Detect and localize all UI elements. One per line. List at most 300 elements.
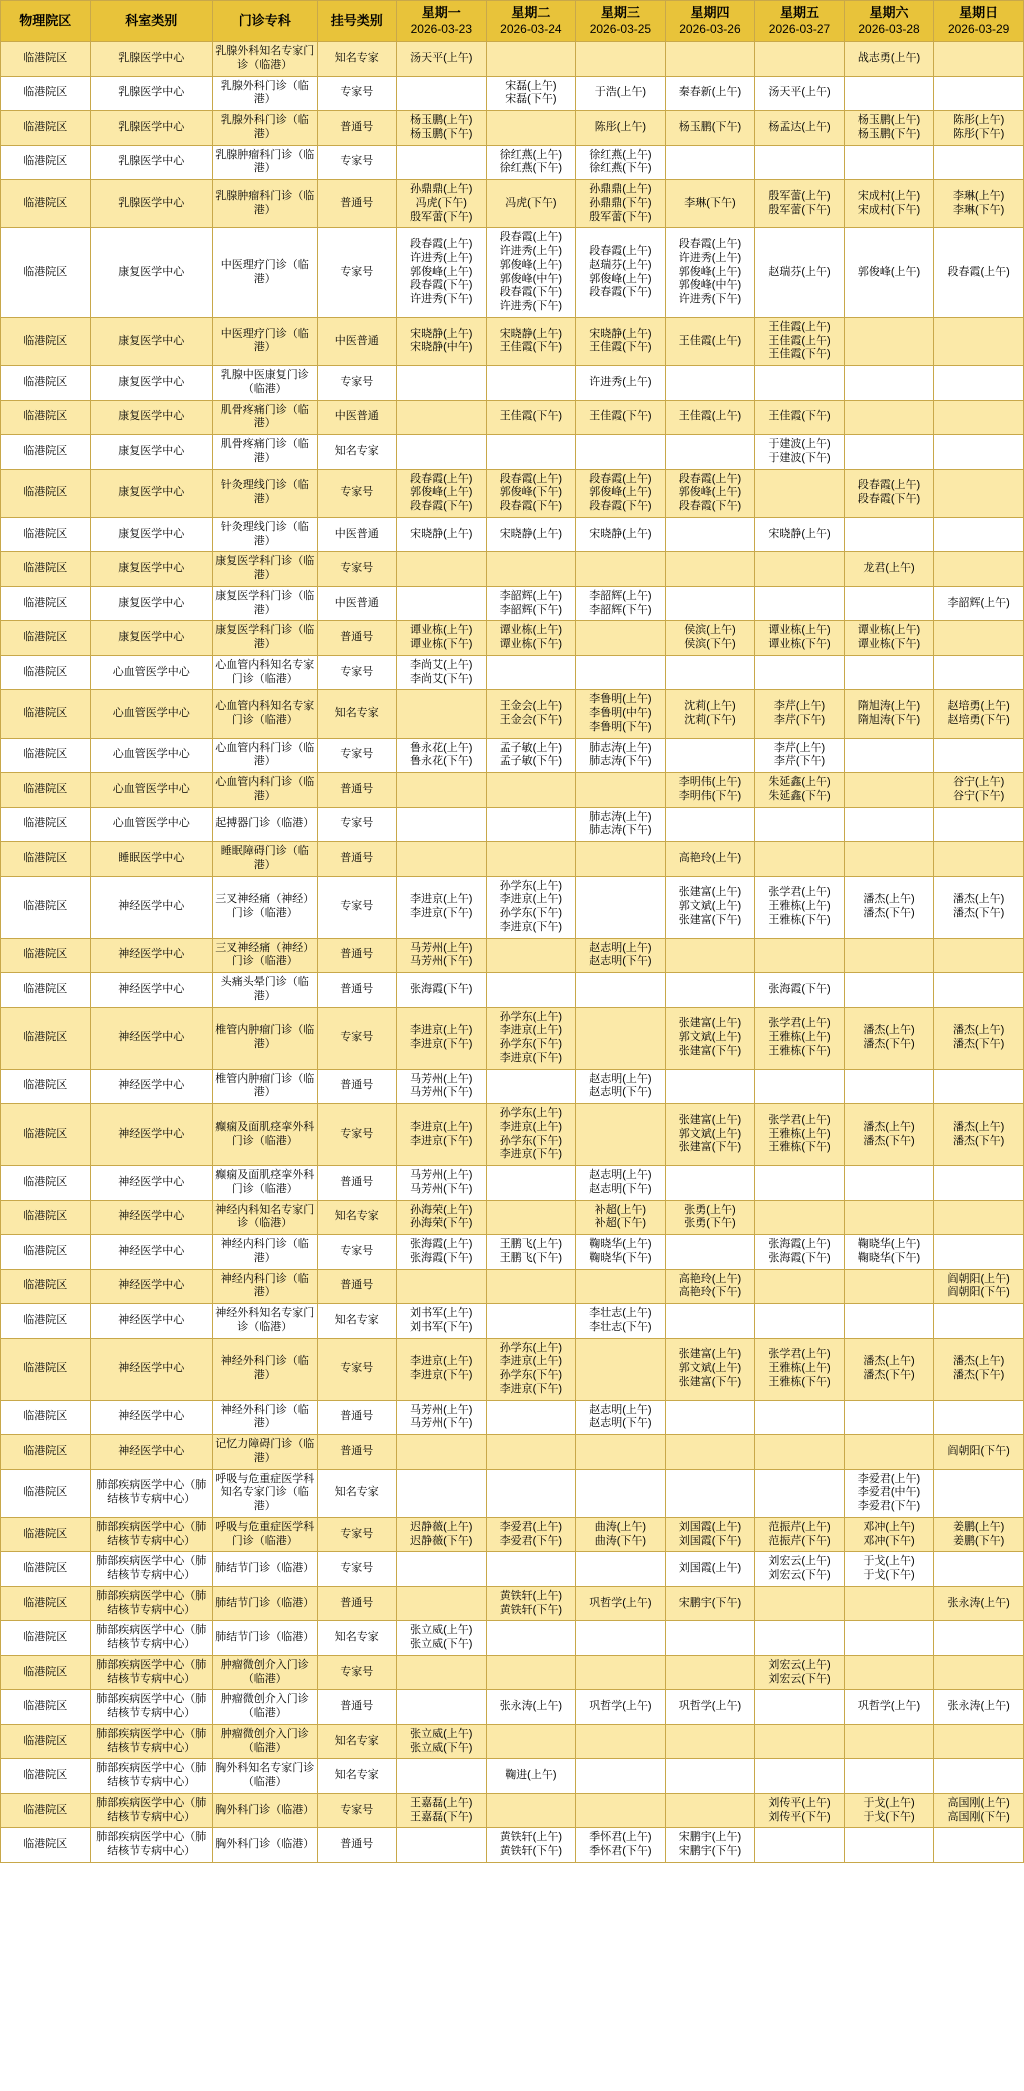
cell-schedule-day-3[interactable] — [576, 1552, 666, 1587]
cell-schedule-day-6[interactable] — [844, 1552, 934, 1587]
cell-schedule-day-1[interactable] — [397, 1104, 487, 1166]
cell-schedule-day-3[interactable] — [576, 973, 666, 1008]
cell-schedule-day-5[interactable] — [755, 1759, 845, 1794]
cell-schedule-day-6[interactable] — [844, 973, 934, 1008]
cell-schedule-day-4[interactable] — [665, 807, 755, 842]
cell-schedule-day-5[interactable] — [755, 1552, 845, 1587]
cell-schedule-day-7[interactable] — [934, 1400, 1024, 1435]
cell-schedule-day-6[interactable] — [844, 807, 934, 842]
cell-schedule-day-5[interactable] — [755, 1200, 845, 1235]
cell-schedule-day-1[interactable] — [397, 42, 487, 77]
cell-schedule-day-4[interactable] — [665, 938, 755, 973]
cell-schedule-day-5[interactable] — [755, 1304, 845, 1339]
cell-schedule-day-7[interactable] — [934, 621, 1024, 656]
cell-schedule-day-3[interactable] — [576, 1621, 666, 1656]
cell-schedule-day-6[interactable] — [844, 1069, 934, 1104]
cell-schedule-day-2[interactable] — [486, 1552, 576, 1587]
cell-schedule-day-4[interactable] — [665, 76, 755, 111]
cell-schedule-day-2[interactable] — [486, 111, 576, 146]
cell-schedule-day-6[interactable] — [844, 1469, 934, 1517]
cell-schedule-day-3[interactable] — [576, 938, 666, 973]
cell-schedule-day-2[interactable] — [486, 42, 576, 77]
cell-schedule-day-1[interactable] — [397, 1269, 487, 1304]
cell-schedule-day-2[interactable] — [486, 1104, 576, 1166]
cell-schedule-day-4[interactable] — [665, 1235, 755, 1270]
cell-schedule-day-2[interactable] — [486, 517, 576, 552]
cell-schedule-day-2[interactable] — [486, 1269, 576, 1304]
cell-schedule-day-1[interactable] — [397, 738, 487, 773]
cell-schedule-day-4[interactable] — [665, 1759, 755, 1794]
cell-schedule-day-7[interactable] — [934, 1724, 1024, 1759]
cell-schedule-day-6[interactable] — [844, 1235, 934, 1270]
cell-schedule-day-1[interactable] — [397, 469, 487, 517]
cell-schedule-day-7[interactable] — [934, 876, 1024, 938]
cell-schedule-day-5[interactable] — [755, 1400, 845, 1435]
cell-schedule-day-3[interactable] — [576, 469, 666, 517]
cell-schedule-day-2[interactable] — [486, 145, 576, 180]
cell-schedule-day-6[interactable] — [844, 1435, 934, 1470]
cell-schedule-day-2[interactable] — [486, 1200, 576, 1235]
cell-schedule-day-7[interactable] — [934, 655, 1024, 690]
cell-schedule-day-7[interactable] — [934, 1517, 1024, 1552]
cell-schedule-day-5[interactable] — [755, 517, 845, 552]
cell-schedule-day-1[interactable] — [397, 552, 487, 587]
cell-schedule-day-5[interactable] — [755, 690, 845, 738]
cell-schedule-day-3[interactable] — [576, 1793, 666, 1828]
cell-schedule-day-5[interactable] — [755, 876, 845, 938]
cell-schedule-day-7[interactable] — [934, 1104, 1024, 1166]
cell-schedule-day-2[interactable] — [486, 1655, 576, 1690]
cell-schedule-day-3[interactable] — [576, 228, 666, 318]
cell-schedule-day-4[interactable] — [665, 1007, 755, 1069]
cell-schedule-day-4[interactable] — [665, 317, 755, 365]
cell-schedule-day-4[interactable] — [665, 517, 755, 552]
cell-schedule-day-7[interactable] — [934, 1552, 1024, 1587]
cell-schedule-day-3[interactable] — [576, 1655, 666, 1690]
cell-schedule-day-5[interactable] — [755, 469, 845, 517]
cell-schedule-day-4[interactable] — [665, 469, 755, 517]
cell-schedule-day-7[interactable] — [934, 1793, 1024, 1828]
cell-schedule-day-2[interactable] — [486, 366, 576, 401]
cell-schedule-day-7[interactable] — [934, 1304, 1024, 1339]
cell-schedule-day-5[interactable] — [755, 807, 845, 842]
cell-schedule-day-5[interactable] — [755, 1104, 845, 1166]
cell-schedule-day-6[interactable] — [844, 586, 934, 621]
cell-schedule-day-4[interactable] — [665, 1621, 755, 1656]
cell-schedule-day-7[interactable] — [934, 1200, 1024, 1235]
cell-schedule-day-5[interactable] — [755, 973, 845, 1008]
cell-schedule-day-5[interactable] — [755, 1069, 845, 1104]
cell-schedule-day-6[interactable] — [844, 317, 934, 365]
cell-schedule-day-6[interactable] — [844, 435, 934, 470]
cell-schedule-day-5[interactable] — [755, 738, 845, 773]
cell-schedule-day-2[interactable] — [486, 1069, 576, 1104]
cell-schedule-day-1[interactable] — [397, 842, 487, 877]
cell-schedule-day-4[interactable] — [665, 1200, 755, 1235]
cell-schedule-day-7[interactable] — [934, 1759, 1024, 1794]
cell-schedule-day-7[interactable] — [934, 586, 1024, 621]
cell-schedule-day-4[interactable] — [665, 1269, 755, 1304]
cell-schedule-day-7[interactable] — [934, 1007, 1024, 1069]
cell-schedule-day-2[interactable] — [486, 435, 576, 470]
cell-schedule-day-5[interactable] — [755, 435, 845, 470]
cell-schedule-day-3[interactable] — [576, 400, 666, 435]
cell-schedule-day-3[interactable] — [576, 1517, 666, 1552]
cell-schedule-day-5[interactable] — [755, 1655, 845, 1690]
cell-schedule-day-3[interactable] — [576, 655, 666, 690]
cell-schedule-day-1[interactable] — [397, 1759, 487, 1794]
cell-schedule-day-7[interactable] — [934, 938, 1024, 973]
cell-schedule-day-3[interactable] — [576, 1828, 666, 1863]
cell-schedule-day-3[interactable] — [576, 317, 666, 365]
cell-schedule-day-4[interactable] — [665, 180, 755, 228]
cell-schedule-day-1[interactable] — [397, 1200, 487, 1235]
cell-schedule-day-7[interactable] — [934, 1435, 1024, 1470]
cell-schedule-day-7[interactable] — [934, 111, 1024, 146]
cell-schedule-day-7[interactable] — [934, 1586, 1024, 1621]
cell-schedule-day-6[interactable] — [844, 1655, 934, 1690]
cell-schedule-day-1[interactable] — [397, 655, 487, 690]
cell-schedule-day-5[interactable] — [755, 1517, 845, 1552]
cell-schedule-day-3[interactable] — [576, 1269, 666, 1304]
cell-schedule-day-6[interactable] — [844, 738, 934, 773]
cell-schedule-day-2[interactable] — [486, 1517, 576, 1552]
cell-schedule-day-3[interactable] — [576, 738, 666, 773]
cell-schedule-day-6[interactable] — [844, 1793, 934, 1828]
cell-schedule-day-7[interactable] — [934, 400, 1024, 435]
cell-schedule-day-4[interactable] — [665, 1793, 755, 1828]
cell-schedule-day-1[interactable] — [397, 1435, 487, 1470]
cell-schedule-day-1[interactable] — [397, 317, 487, 365]
cell-schedule-day-6[interactable] — [844, 621, 934, 656]
cell-schedule-day-7[interactable] — [934, 773, 1024, 808]
cell-schedule-day-7[interactable] — [934, 552, 1024, 587]
cell-schedule-day-5[interactable] — [755, 842, 845, 877]
cell-schedule-day-4[interactable] — [665, 228, 755, 318]
cell-schedule-day-5[interactable] — [755, 145, 845, 180]
cell-schedule-day-1[interactable] — [397, 1166, 487, 1201]
cell-schedule-day-5[interactable] — [755, 1690, 845, 1725]
cell-schedule-day-5[interactable] — [755, 76, 845, 111]
cell-schedule-day-5[interactable] — [755, 1828, 845, 1863]
cell-schedule-day-1[interactable] — [397, 76, 487, 111]
cell-schedule-day-4[interactable] — [665, 1469, 755, 1517]
cell-schedule-day-1[interactable] — [397, 517, 487, 552]
cell-schedule-day-3[interactable] — [576, 1759, 666, 1794]
cell-schedule-day-4[interactable] — [665, 1828, 755, 1863]
cell-schedule-day-3[interactable] — [576, 842, 666, 877]
cell-schedule-day-7[interactable] — [934, 1166, 1024, 1201]
cell-schedule-day-7[interactable] — [934, 1069, 1024, 1104]
cell-schedule-day-6[interactable] — [844, 1517, 934, 1552]
cell-schedule-day-6[interactable] — [844, 1200, 934, 1235]
cell-schedule-day-2[interactable] — [486, 773, 576, 808]
cell-schedule-day-4[interactable] — [665, 552, 755, 587]
cell-schedule-day-7[interactable] — [934, 366, 1024, 401]
cell-schedule-day-2[interactable] — [486, 400, 576, 435]
cell-schedule-day-6[interactable] — [844, 655, 934, 690]
cell-schedule-day-6[interactable] — [844, 517, 934, 552]
cell-schedule-day-4[interactable] — [665, 400, 755, 435]
cell-schedule-day-1[interactable] — [397, 435, 487, 470]
cell-schedule-day-1[interactable] — [397, 690, 487, 738]
cell-schedule-day-7[interactable] — [934, 1690, 1024, 1725]
cell-schedule-day-7[interactable] — [934, 807, 1024, 842]
cell-schedule-day-4[interactable] — [665, 1655, 755, 1690]
cell-schedule-day-6[interactable] — [844, 1269, 934, 1304]
cell-schedule-day-4[interactable] — [665, 1517, 755, 1552]
cell-schedule-day-4[interactable] — [665, 145, 755, 180]
cell-schedule-day-5[interactable] — [755, 1007, 845, 1069]
cell-schedule-day-4[interactable] — [665, 1166, 755, 1201]
cell-schedule-day-6[interactable] — [844, 1724, 934, 1759]
cell-schedule-day-1[interactable] — [397, 1793, 487, 1828]
cell-schedule-day-4[interactable] — [665, 435, 755, 470]
cell-schedule-day-2[interactable] — [486, 1724, 576, 1759]
cell-schedule-day-5[interactable] — [755, 1793, 845, 1828]
cell-schedule-day-1[interactable] — [397, 180, 487, 228]
cell-schedule-day-1[interactable] — [397, 1655, 487, 1690]
cell-schedule-day-5[interactable] — [755, 400, 845, 435]
cell-schedule-day-4[interactable] — [665, 1724, 755, 1759]
cell-schedule-day-7[interactable] — [934, 690, 1024, 738]
cell-schedule-day-3[interactable] — [576, 366, 666, 401]
cell-schedule-day-5[interactable] — [755, 1269, 845, 1304]
cell-schedule-day-6[interactable] — [844, 1586, 934, 1621]
cell-schedule-day-3[interactable] — [576, 552, 666, 587]
cell-schedule-day-5[interactable] — [755, 1586, 845, 1621]
cell-schedule-day-6[interactable] — [844, 773, 934, 808]
cell-schedule-day-5[interactable] — [755, 180, 845, 228]
cell-schedule-day-5[interactable] — [755, 1166, 845, 1201]
cell-schedule-day-6[interactable] — [844, 1828, 934, 1863]
cell-schedule-day-3[interactable] — [576, 1690, 666, 1725]
cell-schedule-day-1[interactable] — [397, 145, 487, 180]
cell-schedule-day-4[interactable] — [665, 621, 755, 656]
cell-schedule-day-5[interactable] — [755, 1621, 845, 1656]
cell-schedule-day-1[interactable] — [397, 1400, 487, 1435]
cell-schedule-day-6[interactable] — [844, 400, 934, 435]
cell-schedule-day-4[interactable] — [665, 1552, 755, 1587]
cell-schedule-day-1[interactable] — [397, 1828, 487, 1863]
cell-schedule-day-1[interactable] — [397, 586, 487, 621]
cell-schedule-day-5[interactable] — [755, 655, 845, 690]
cell-schedule-day-6[interactable] — [844, 1166, 934, 1201]
cell-schedule-day-2[interactable] — [486, 690, 576, 738]
cell-schedule-day-3[interactable] — [576, 773, 666, 808]
cell-schedule-day-5[interactable] — [755, 773, 845, 808]
cell-schedule-day-2[interactable] — [486, 1793, 576, 1828]
cell-schedule-day-2[interactable] — [486, 1400, 576, 1435]
cell-schedule-day-7[interactable] — [934, 1828, 1024, 1863]
cell-schedule-day-2[interactable] — [486, 1338, 576, 1400]
cell-schedule-day-3[interactable] — [576, 180, 666, 228]
cell-schedule-day-3[interactable] — [576, 1069, 666, 1104]
cell-schedule-day-2[interactable] — [486, 1235, 576, 1270]
cell-schedule-day-6[interactable] — [844, 842, 934, 877]
cell-schedule-day-4[interactable] — [665, 1069, 755, 1104]
cell-schedule-day-6[interactable] — [844, 42, 934, 77]
cell-schedule-day-6[interactable] — [844, 938, 934, 973]
cell-schedule-day-1[interactable] — [397, 1690, 487, 1725]
cell-schedule-day-4[interactable] — [665, 1690, 755, 1725]
cell-schedule-day-4[interactable] — [665, 111, 755, 146]
cell-schedule-day-7[interactable] — [934, 1269, 1024, 1304]
cell-schedule-day-5[interactable] — [755, 938, 845, 973]
cell-schedule-day-2[interactable] — [486, 621, 576, 656]
cell-schedule-day-4[interactable] — [665, 738, 755, 773]
cell-schedule-day-6[interactable] — [844, 690, 934, 738]
cell-schedule-day-2[interactable] — [486, 807, 576, 842]
cell-schedule-day-6[interactable] — [844, 1104, 934, 1166]
cell-schedule-day-2[interactable] — [486, 1007, 576, 1069]
cell-schedule-day-4[interactable] — [665, 366, 755, 401]
cell-schedule-day-5[interactable] — [755, 1435, 845, 1470]
cell-schedule-day-1[interactable] — [397, 1069, 487, 1104]
cell-schedule-day-4[interactable] — [665, 773, 755, 808]
cell-schedule-day-1[interactable] — [397, 1007, 487, 1069]
cell-schedule-day-3[interactable] — [576, 1200, 666, 1235]
cell-schedule-day-1[interactable] — [397, 938, 487, 973]
cell-schedule-day-1[interactable] — [397, 111, 487, 146]
cell-schedule-day-3[interactable] — [576, 621, 666, 656]
cell-schedule-day-7[interactable] — [934, 76, 1024, 111]
cell-schedule-day-5[interactable] — [755, 552, 845, 587]
cell-schedule-day-7[interactable] — [934, 1621, 1024, 1656]
cell-schedule-day-5[interactable] — [755, 1724, 845, 1759]
cell-schedule-day-3[interactable] — [576, 145, 666, 180]
cell-schedule-day-2[interactable] — [486, 469, 576, 517]
cell-schedule-day-1[interactable] — [397, 1724, 487, 1759]
cell-schedule-day-1[interactable] — [397, 1552, 487, 1587]
cell-schedule-day-6[interactable] — [844, 1759, 934, 1794]
cell-schedule-day-1[interactable] — [397, 876, 487, 938]
cell-schedule-day-4[interactable] — [665, 1338, 755, 1400]
cell-schedule-day-2[interactable] — [486, 1690, 576, 1725]
cell-schedule-day-2[interactable] — [486, 938, 576, 973]
cell-schedule-day-6[interactable] — [844, 228, 934, 318]
cell-schedule-day-3[interactable] — [576, 111, 666, 146]
cell-schedule-day-1[interactable] — [397, 228, 487, 318]
cell-schedule-day-1[interactable] — [397, 1586, 487, 1621]
cell-schedule-day-1[interactable] — [397, 621, 487, 656]
cell-schedule-day-7[interactable] — [934, 228, 1024, 318]
cell-schedule-day-4[interactable] — [665, 1586, 755, 1621]
cell-schedule-day-6[interactable] — [844, 111, 934, 146]
cell-schedule-day-1[interactable] — [397, 1469, 487, 1517]
cell-schedule-day-7[interactable] — [934, 738, 1024, 773]
cell-schedule-day-4[interactable] — [665, 1104, 755, 1166]
cell-schedule-day-4[interactable] — [665, 876, 755, 938]
cell-schedule-day-5[interactable] — [755, 317, 845, 365]
cell-schedule-day-3[interactable] — [576, 586, 666, 621]
cell-schedule-day-4[interactable] — [665, 1400, 755, 1435]
cell-schedule-day-7[interactable] — [934, 42, 1024, 77]
cell-schedule-day-3[interactable] — [576, 517, 666, 552]
cell-schedule-day-7[interactable] — [934, 1469, 1024, 1517]
cell-schedule-day-6[interactable] — [844, 145, 934, 180]
cell-schedule-day-1[interactable] — [397, 773, 487, 808]
cell-schedule-day-1[interactable] — [397, 1235, 487, 1270]
cell-schedule-day-2[interactable] — [486, 1828, 576, 1863]
cell-schedule-day-5[interactable] — [755, 366, 845, 401]
cell-schedule-day-3[interactable] — [576, 1338, 666, 1400]
cell-schedule-day-6[interactable] — [844, 1690, 934, 1725]
cell-schedule-day-2[interactable] — [486, 180, 576, 228]
cell-schedule-day-6[interactable] — [844, 1304, 934, 1339]
cell-schedule-day-6[interactable] — [844, 552, 934, 587]
cell-schedule-day-7[interactable] — [934, 145, 1024, 180]
cell-schedule-day-3[interactable] — [576, 1104, 666, 1166]
cell-schedule-day-4[interactable] — [665, 842, 755, 877]
cell-schedule-day-4[interactable] — [665, 690, 755, 738]
cell-schedule-day-6[interactable] — [844, 1007, 934, 1069]
cell-schedule-day-6[interactable] — [844, 1621, 934, 1656]
cell-schedule-day-7[interactable] — [934, 469, 1024, 517]
cell-schedule-day-3[interactable] — [576, 1166, 666, 1201]
cell-schedule-day-1[interactable] — [397, 1338, 487, 1400]
cell-schedule-day-7[interactable] — [934, 435, 1024, 470]
cell-schedule-day-3[interactable] — [576, 435, 666, 470]
cell-schedule-day-7[interactable] — [934, 1655, 1024, 1690]
cell-schedule-day-5[interactable] — [755, 228, 845, 318]
cell-schedule-day-3[interactable] — [576, 1235, 666, 1270]
cell-schedule-day-6[interactable] — [844, 180, 934, 228]
cell-schedule-day-7[interactable] — [934, 1235, 1024, 1270]
cell-schedule-day-2[interactable] — [486, 973, 576, 1008]
cell-schedule-day-7[interactable] — [934, 317, 1024, 365]
cell-schedule-day-2[interactable] — [486, 317, 576, 365]
cell-schedule-day-5[interactable] — [755, 586, 845, 621]
cell-schedule-day-3[interactable] — [576, 1469, 666, 1517]
cell-schedule-day-3[interactable] — [576, 807, 666, 842]
cell-schedule-day-4[interactable] — [665, 42, 755, 77]
cell-schedule-day-3[interactable] — [576, 76, 666, 111]
cell-schedule-day-3[interactable] — [576, 1724, 666, 1759]
cell-schedule-day-6[interactable] — [844, 469, 934, 517]
cell-schedule-day-4[interactable] — [665, 655, 755, 690]
cell-schedule-day-5[interactable] — [755, 1469, 845, 1517]
cell-schedule-day-7[interactable] — [934, 973, 1024, 1008]
cell-schedule-day-3[interactable] — [576, 42, 666, 77]
cell-schedule-day-5[interactable] — [755, 1235, 845, 1270]
cell-schedule-day-5[interactable] — [755, 1338, 845, 1400]
cell-schedule-day-7[interactable] — [934, 842, 1024, 877]
cell-schedule-day-2[interactable] — [486, 586, 576, 621]
cell-schedule-day-6[interactable] — [844, 876, 934, 938]
cell-schedule-day-1[interactable] — [397, 366, 487, 401]
cell-schedule-day-2[interactable] — [486, 876, 576, 938]
cell-schedule-day-3[interactable] — [576, 1007, 666, 1069]
cell-schedule-day-5[interactable] — [755, 42, 845, 77]
cell-schedule-day-2[interactable] — [486, 655, 576, 690]
cell-schedule-day-3[interactable] — [576, 1304, 666, 1339]
cell-schedule-day-2[interactable] — [486, 76, 576, 111]
cell-schedule-day-3[interactable] — [576, 1400, 666, 1435]
cell-schedule-day-2[interactable] — [486, 1166, 576, 1201]
cell-schedule-day-2[interactable] — [486, 1469, 576, 1517]
cell-schedule-day-3[interactable] — [576, 876, 666, 938]
cell-schedule-day-5[interactable] — [755, 111, 845, 146]
cell-schedule-day-1[interactable] — [397, 807, 487, 842]
cell-schedule-day-1[interactable] — [397, 1517, 487, 1552]
cell-schedule-day-1[interactable] — [397, 973, 487, 1008]
cell-schedule-day-6[interactable] — [844, 1400, 934, 1435]
cell-schedule-day-5[interactable] — [755, 621, 845, 656]
cell-schedule-day-7[interactable] — [934, 517, 1024, 552]
cell-schedule-day-2[interactable] — [486, 1586, 576, 1621]
cell-schedule-day-7[interactable] — [934, 180, 1024, 228]
